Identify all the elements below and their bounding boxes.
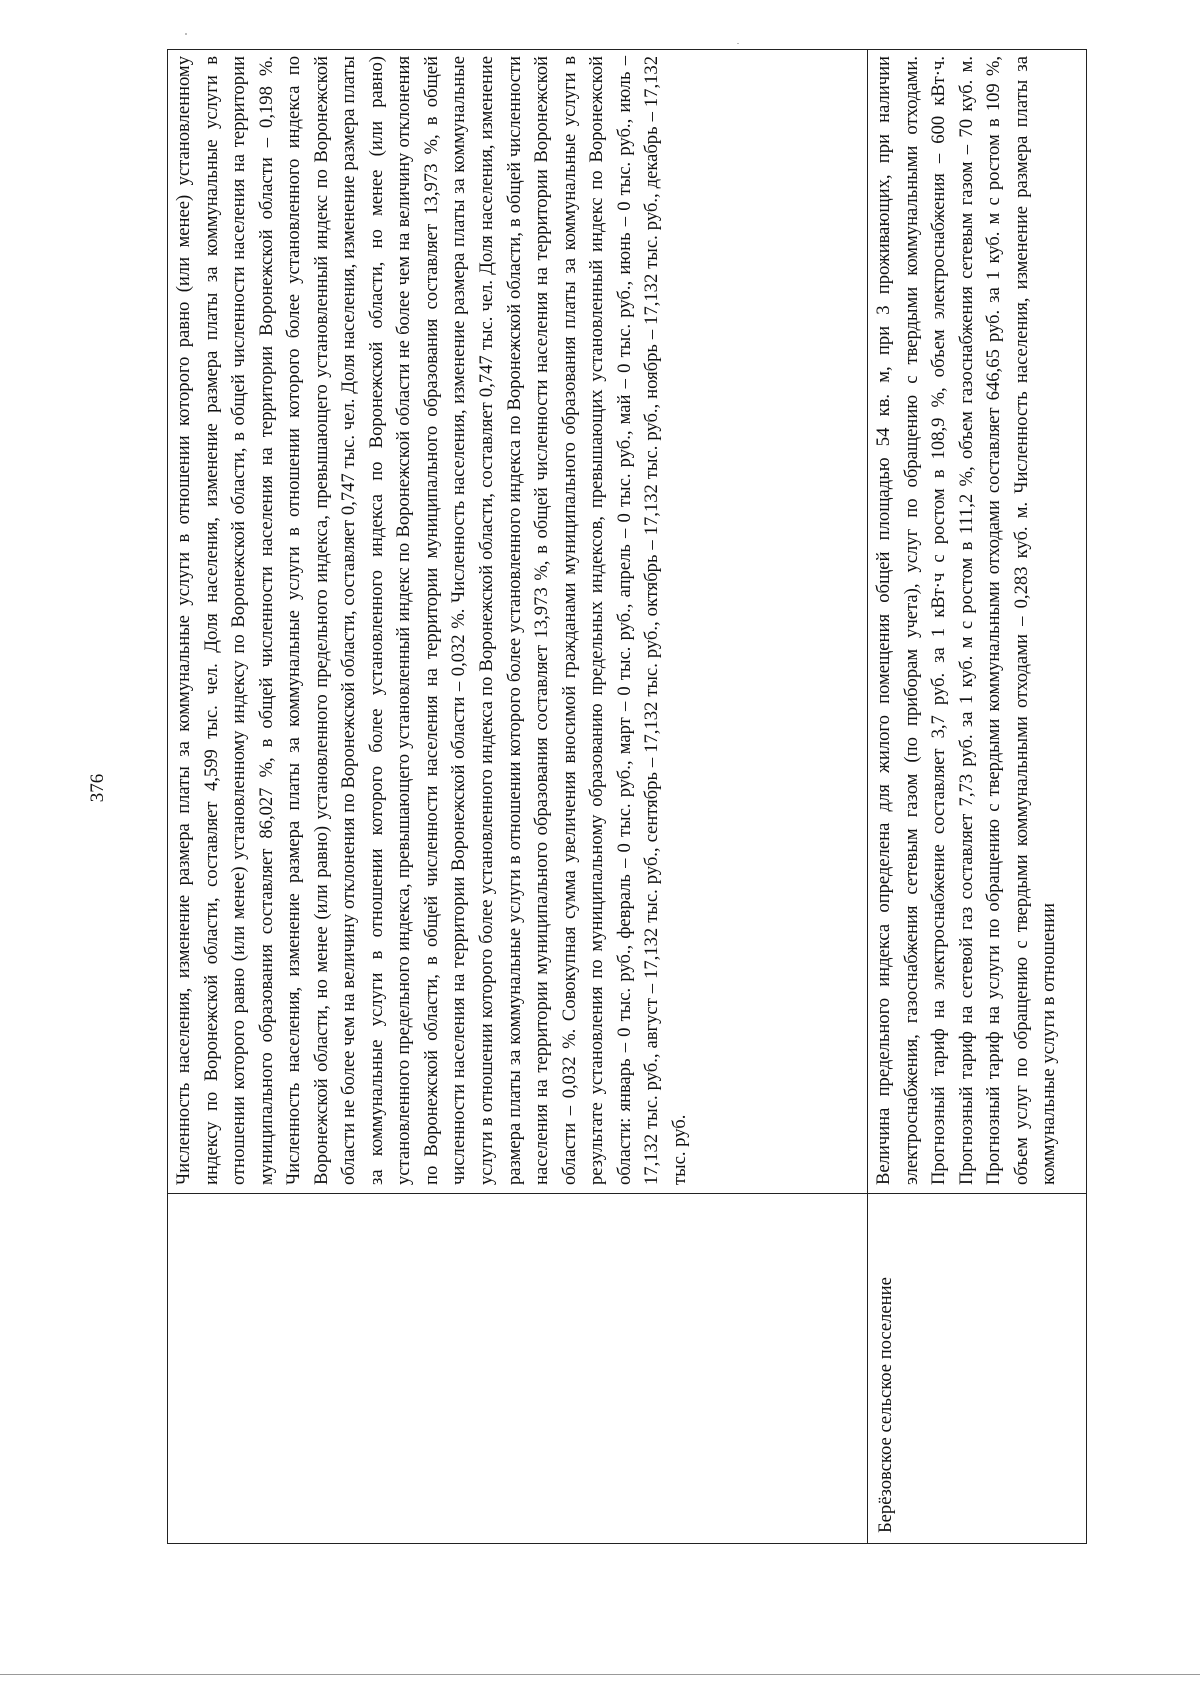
scan-speck xyxy=(737,43,739,44)
table-row-2-settlement-name: Берёзовское сельское поселение xyxy=(875,1277,896,1533)
page-number: 376 xyxy=(87,773,108,803)
scan-bottom-edge xyxy=(0,1674,1200,1675)
document-table xyxy=(167,49,1087,1544)
settlement-column xyxy=(168,1193,1086,1543)
table-row-2-cell-text: Величина предельного индекса определена для жилого помещения общей площадью 54 кв. м, при 3 проживающих, при наличии электроснабжения, газоснабжения сетевым газом (по приборам учета), услуг по обращению с твердыми коммунальными отходами. Прогнозный тариф на электроснабжение составляет 3,7 руб. за 1 кВт·ч с ростом в 108,9 %, объем электроснабжения – 600 кВт·ч. Прогнозный тариф на сетевой газ составляет 7,73 руб. за 1 куб. м с ростом в 111,2 %, объем газоснабжения сетевым газом – 70 куб. м. Прогнозный тариф на услуги по обращению с твердыми коммунальными отходами составляет 646,65 руб. за 1 куб. м с ростом в 109 %, объем услуг по обращению с твердыми коммунальными отходами – 0,283 куб. м. Численность населения, изменение размера платы за коммунальные услуги в отношении xyxy=(873,56,1060,1185)
scan-speck xyxy=(185,33,187,35)
table-row-1-cell-text: Численность населения, изменение размера платы за коммунальные услуги в отношении которого равно (или менее) установленному индексу по Воронежской области, составляет 4,599 тыс. чел. Доля населения, изменение размера платы за коммунальные услуги в отношении которого равно (или менее) установленному индексу по Воронежской области, в общей численности населения на территории муниципального образования составляет 86,027 %, в общей численности населения на территории Воронежской области – 0,198 %. Численность населения, изменение размера платы за коммунальные услуги в отношении которого более установленного индекса по Воронежской области, но менее (или равно) установленного предельного индекса, превышающего установленный индекс по Воронежской области не более чем на величину отклонения по Воронежской области, составляет 0,747 тыс. чел. Доля населения, изменение размера платы за коммунальные услуги в отношении которого более установленного индекса по Воронежской области, но менее (или равно) установленного предельного индекса, превышающего установленный индекс по Воронежской области не более чем на величину отклонения по Воронежской области, в общей численности населения на территории муниципального образования составляет 13,973 %, в общей численности населения на территории Воронежской области – 0,032 %. Численность населения, изменение размера платы за коммунальные услуги в отношении которого более установленного индекса по Воронежской области, составляет 0,747 тыс. чел. Доля населения, изменение размера платы за коммунальные услуги в отношении которого более установленного индекса по Воронежской области, в общей численности населения на территории муниципального образования составляет 13,973 %, в общей численности населения на территории Воронежской области – 0,032 %. Совокупная сумма увеличения вносимой гражданами муниципального образования платы за коммунальные услуги в результате установления по муниципальному образованию предельных индексов, превышающих установленный индекс по Воронежской области: январь – 0 тыс. руб., февраль – 0 тыс. руб., март – 0 тыс. руб., апрель – 0 тыс. руб., май – 0 тыс. руб., июнь – 0 тыс. руб., июль – 17,132 тыс. руб., август – 17,132 тыс. руб., сентябрь – 17,132 тыс. руб., октябрь – 17,132 тыс. руб., ноябрь – 17,132 тыс. руб., декабрь – 17,132 тыс. руб. xyxy=(173,56,690,1185)
